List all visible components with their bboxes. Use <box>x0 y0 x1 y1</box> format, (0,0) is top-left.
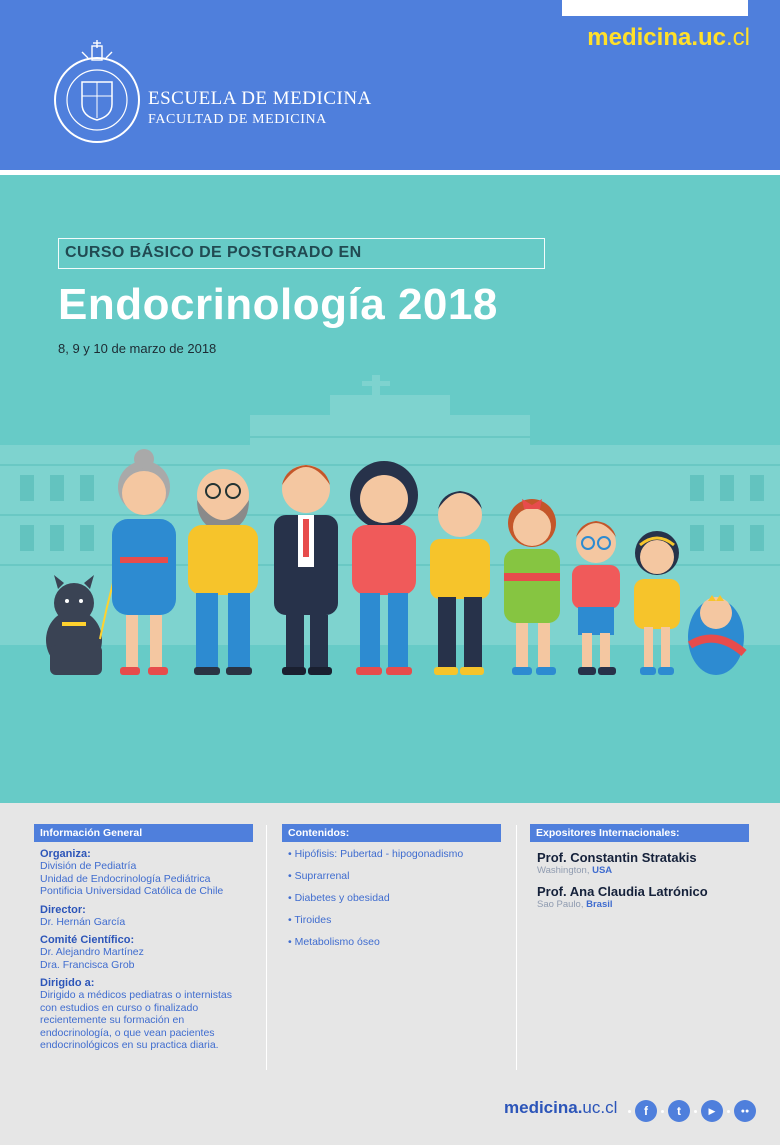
expositores-heading: Expositores Internacionales: <box>530 824 749 842</box>
twitter-icon[interactable]: t <box>668 1100 690 1122</box>
footer-site-suffix: uc.cl <box>582 1098 618 1117</box>
course-label-box <box>58 238 545 269</box>
comite-member: Dr. Alejandro Martínez <box>40 946 144 958</box>
dirigido-line: endocrinología, o que vean pacientes <box>40 1026 215 1039</box>
dirigido-line: Dirigido a médicos pediatras o internistas <box>40 989 233 1001</box>
dirigido-line: endocrinológicos en su practica diaria. <box>40 1039 219 1051</box>
director-label: Director: <box>40 903 86 916</box>
column-divider <box>516 825 517 1070</box>
course-dates: 8, 9 y 10 de marzo de 2018 <box>58 341 217 356</box>
footer-site-main: medicina. <box>504 1098 583 1117</box>
organiza-line: Pontificia Universidad Católica de Chile <box>40 885 224 897</box>
teen-boy-figure <box>430 491 490 675</box>
contenido-item: • Suprarrenal <box>288 870 350 882</box>
youtube-icon[interactable]: ▶ <box>701 1100 723 1122</box>
separator-dot <box>727 1110 730 1113</box>
dirigido-line: recientemente su formación en <box>40 1014 185 1026</box>
small-girl-figure <box>634 531 680 675</box>
facebook-icon[interactable]: f <box>635 1100 657 1122</box>
school-line-1: ESCUELA DE MEDICINA <box>148 88 372 109</box>
header-bar <box>0 0 780 170</box>
info-general-column <box>34 824 253 1052</box>
organiza-line: Unidad de Endocrinología Pediátrica <box>40 872 211 885</box>
organiza-label: Organiza: <box>40 848 91 860</box>
info-general-heading: Información General <box>34 824 253 842</box>
director-name: Dr. Hernán García <box>40 915 126 928</box>
speaker-country: USA <box>592 865 613 876</box>
site-url-link[interactable] <box>587 24 750 52</box>
speaker-location <box>537 865 749 876</box>
site-url-suffix: .cl <box>726 24 750 51</box>
column-divider <box>266 825 267 1070</box>
site-url-main: medicina.uc <box>587 24 726 51</box>
dirigido-line: con estudios en curso o finalizado <box>40 1001 199 1014</box>
school-line-2: FACULTAD DE MEDICINA <box>148 112 327 127</box>
footer-site-link[interactable] <box>504 1098 617 1118</box>
speaker-country: Brasil <box>586 899 613 910</box>
contenido-item: • Metabolismo óseo <box>288 936 380 948</box>
header-tab <box>562 0 748 16</box>
speaker-city: Sao Paulo, <box>537 899 587 910</box>
boy-glasses-figure <box>572 521 620 675</box>
contenido-item: • Diabetes y obesidad <box>288 892 390 904</box>
contenidos-column <box>282 824 501 948</box>
comite-label: Comité Científico: <box>40 934 135 946</box>
school-name <box>148 88 372 128</box>
social-links <box>624 1100 756 1122</box>
contenido-item: • Tiroides <box>288 914 332 926</box>
contenido-item: • Hipófisis: Pubertad - hipogonadismo <box>288 848 464 860</box>
separator-dot <box>628 1110 631 1113</box>
separator-dot <box>694 1110 697 1113</box>
info-section <box>0 803 780 1145</box>
course-label: CURSO BÁSICO DE POSTGRADO EN <box>65 244 362 261</box>
contenidos-heading: Contenidos: <box>282 824 501 842</box>
speaker-name: Prof. Ana Claudia Latrónico <box>537 884 708 899</box>
expositores-column <box>530 824 749 910</box>
speaker-city: Washington, <box>537 865 593 876</box>
hero-banner <box>0 175 780 803</box>
comite-member: Dra. Francisca Grob <box>40 958 135 971</box>
speaker-name: Prof. Constantin Stratakis <box>537 850 697 865</box>
dirigido-label: Dirigido a: <box>40 977 95 989</box>
flickr-icon[interactable]: ●● <box>734 1100 756 1122</box>
speaker-location <box>537 899 749 910</box>
university-seal-icon <box>52 38 142 148</box>
girl-green-figure <box>504 499 560 675</box>
separator-dot <box>661 1110 664 1113</box>
organiza-line: División de Pediatría <box>40 860 137 872</box>
course-title: Endocrinología 2018 <box>58 280 498 329</box>
family-illustration <box>0 375 780 803</box>
